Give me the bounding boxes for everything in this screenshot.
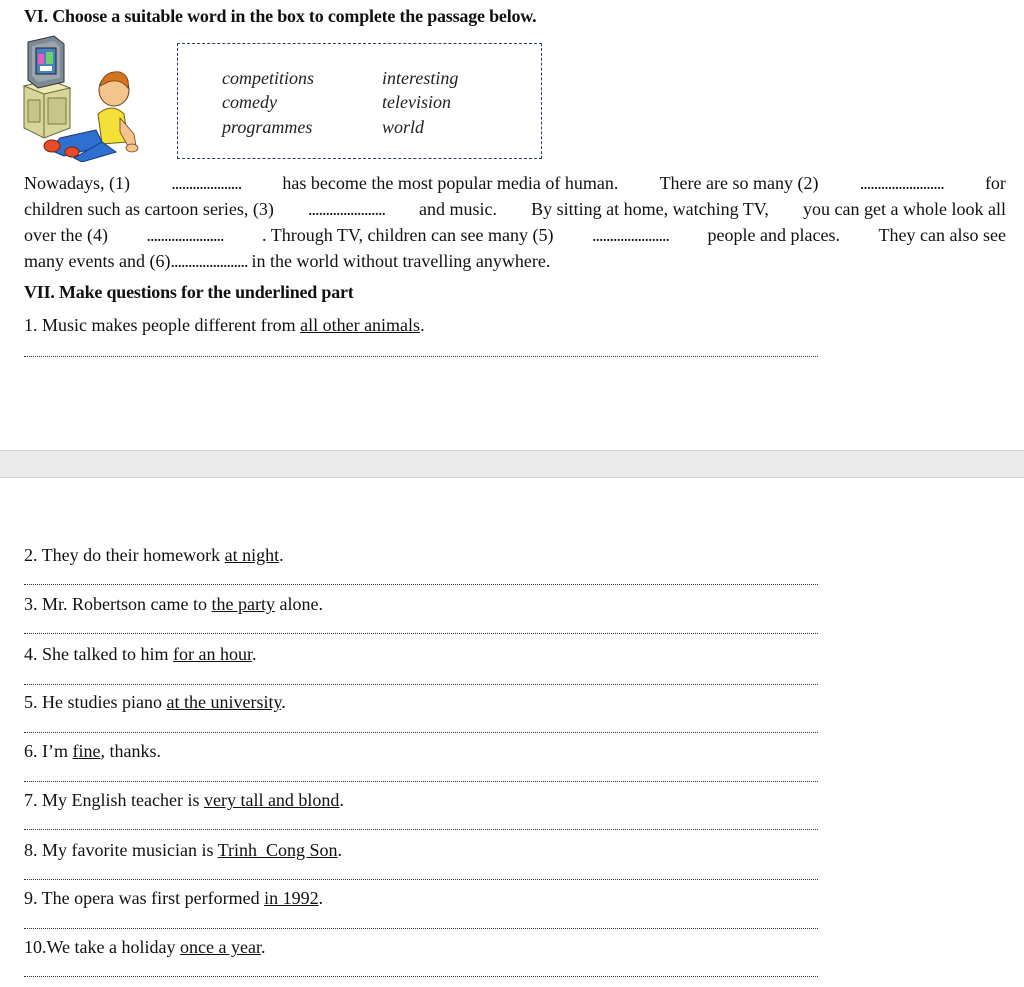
word-option: world: [382, 117, 425, 137]
section-6-title: VI. Choose a suitable word in the box to complete the passage below.: [24, 6, 537, 26]
question-3: 3. Mr. Robertson came to the party alone.: [24, 594, 323, 614]
question-10: 10.We take a holiday once a year.: [24, 937, 266, 957]
underlined-part: at night: [224, 545, 280, 565]
underlined-part: Trinh Cong Son: [217, 840, 338, 860]
page-1: [0, 0, 1024, 450]
answer-line[interactable]: [24, 976, 818, 977]
underlined-part: for an hour: [172, 644, 252, 664]
blank-1: ....................: [171, 173, 242, 193]
section-7-title: VII. Make questions for the underlined part: [24, 282, 354, 302]
answer-line[interactable]: [24, 633, 818, 634]
question-9: 9. The opera was first performed in 1992.: [24, 888, 324, 908]
passage: [24, 170, 1006, 274]
underlined-part: fine: [72, 741, 101, 761]
blank-4: ......................: [146, 225, 224, 245]
answer-line[interactable]: [24, 732, 818, 733]
question-7: 7. My English teacher is very tall and blond.: [24, 790, 344, 810]
question-8: 8. My favorite musician is Trinh Cong Son.: [24, 840, 343, 860]
question-4: 4. She talked to him for an hour.: [24, 644, 257, 664]
boy-watching-tv-illustration: [20, 34, 148, 162]
answer-line[interactable]: [24, 356, 818, 357]
question-6: 6. I’m fine, thanks.: [24, 741, 161, 761]
word-box: [177, 43, 542, 159]
underlined-part: all other animals: [300, 315, 421, 335]
blank-6: ......................: [170, 251, 248, 271]
underlined-part: the party: [211, 594, 275, 614]
passage-line: over the (4) ...................... . Through TV, children can see many (5) ...................... people and places. They can also see: [24, 222, 1006, 248]
passage-line: children such as cartoon series, (3) ...................... and music. By sitting at home, watching TV, you can get a whole look all: [24, 196, 1006, 222]
answer-line[interactable]: [24, 879, 818, 880]
answer-line[interactable]: [24, 584, 818, 585]
answer-line[interactable]: [24, 684, 818, 685]
underlined-part: once a year: [180, 937, 261, 957]
underlined-part: in 1992: [264, 888, 319, 908]
answer-line[interactable]: [24, 829, 818, 830]
answer-line[interactable]: [24, 781, 818, 782]
word-option: television: [382, 92, 451, 112]
word-option: interesting: [382, 68, 459, 88]
passage-line: many events and (6) ...................... in the world without travelling anywhere.: [24, 248, 1006, 274]
page-break: [0, 450, 1024, 478]
word-option: programmes: [222, 117, 313, 137]
underlined-part: at the university: [166, 692, 282, 712]
blank-3: ......................: [307, 199, 385, 219]
word-option: competitions: [222, 68, 314, 88]
underlined-part: very tall and blond: [203, 790, 340, 810]
answer-line[interactable]: [24, 928, 818, 929]
page-2: [0, 478, 1024, 987]
blank-5: ......................: [592, 225, 669, 245]
question-1: 1. Music makes people different from all other animals.: [24, 315, 425, 335]
passage-line: Nowadays, (1) .................... has become the most popular media of human. There are so many (2) ........................ for: [24, 170, 1006, 196]
question-2: 2. They do their homework at night.: [24, 545, 284, 565]
question-5: 5. He studies piano at the university.: [24, 692, 286, 712]
word-option: comedy: [222, 92, 277, 112]
blank-2: ........................: [859, 173, 944, 193]
